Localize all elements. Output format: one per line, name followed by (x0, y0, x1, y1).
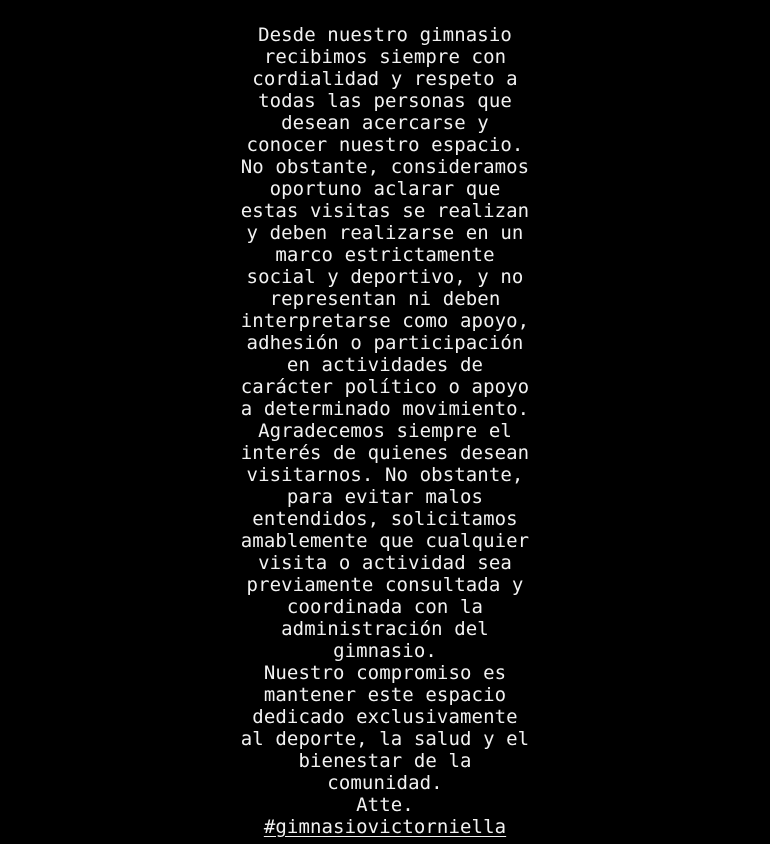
statement-line: marco estrictamente (275, 244, 495, 266)
statement-line: estas visitas se realizan (240, 200, 530, 222)
statement-line: Agradecemos siempre el (258, 420, 512, 442)
statement-line: interés de quienes desean (240, 442, 530, 464)
statement-line: gimnasio. (333, 640, 437, 662)
statement-line: bienestar de la (298, 750, 472, 772)
statement-line: visita o actividad sea (258, 552, 512, 574)
statement-line: comunidad. (327, 772, 443, 794)
statement-line: interpretarse como apoyo, (240, 310, 530, 332)
statement-line: desean acercarse y (281, 112, 489, 134)
statement-line: y deben realizarse en un (246, 222, 524, 244)
statement-line: para evitar malos (286, 486, 484, 508)
statement-line: adhesión o participación (246, 332, 524, 354)
signoff-line: Atte. (356, 794, 414, 816)
statement-line: todas las personas que (258, 90, 512, 112)
statement-line: social y deportivo, y no (246, 266, 524, 288)
statement-line: en actividades de (286, 354, 484, 376)
statement-line: visitarnos. No obstante, (246, 464, 524, 486)
statement-line: No obstante, consideramos (240, 156, 530, 178)
statement-line: al deporte, la salud y el (240, 728, 530, 750)
statement-line: entendidos, solicitamos (252, 508, 518, 530)
statement-line: Nuestro compromiso es (263, 662, 507, 684)
statement-line: a determinado movimiento. (240, 398, 530, 420)
statement-line: recibimos siempre con (263, 46, 507, 68)
statement-line: cordialidad y respeto a (252, 68, 518, 90)
statement-line: Desde nuestro gimnasio (258, 24, 512, 46)
statement-line: oportuno aclarar que (269, 178, 501, 200)
statement-line: administración del (281, 618, 489, 640)
statement-line: amablemente que cualquier (240, 530, 530, 552)
statement-text (0, 24, 770, 838)
statement-line: mantener este espacio (263, 684, 507, 706)
statement-line: previamente consultada y (246, 574, 524, 596)
statement-line: coordinada con la (286, 596, 484, 618)
statement-line: conocer nuestro espacio. (246, 134, 524, 156)
statement-line: representan ni deben (269, 288, 501, 310)
statement-line: dedicado exclusivamente (252, 706, 518, 728)
hashtag-link[interactable]: #gimnasiovictorniella (263, 816, 507, 838)
statement-line: carácter político o apoyo (240, 376, 530, 398)
